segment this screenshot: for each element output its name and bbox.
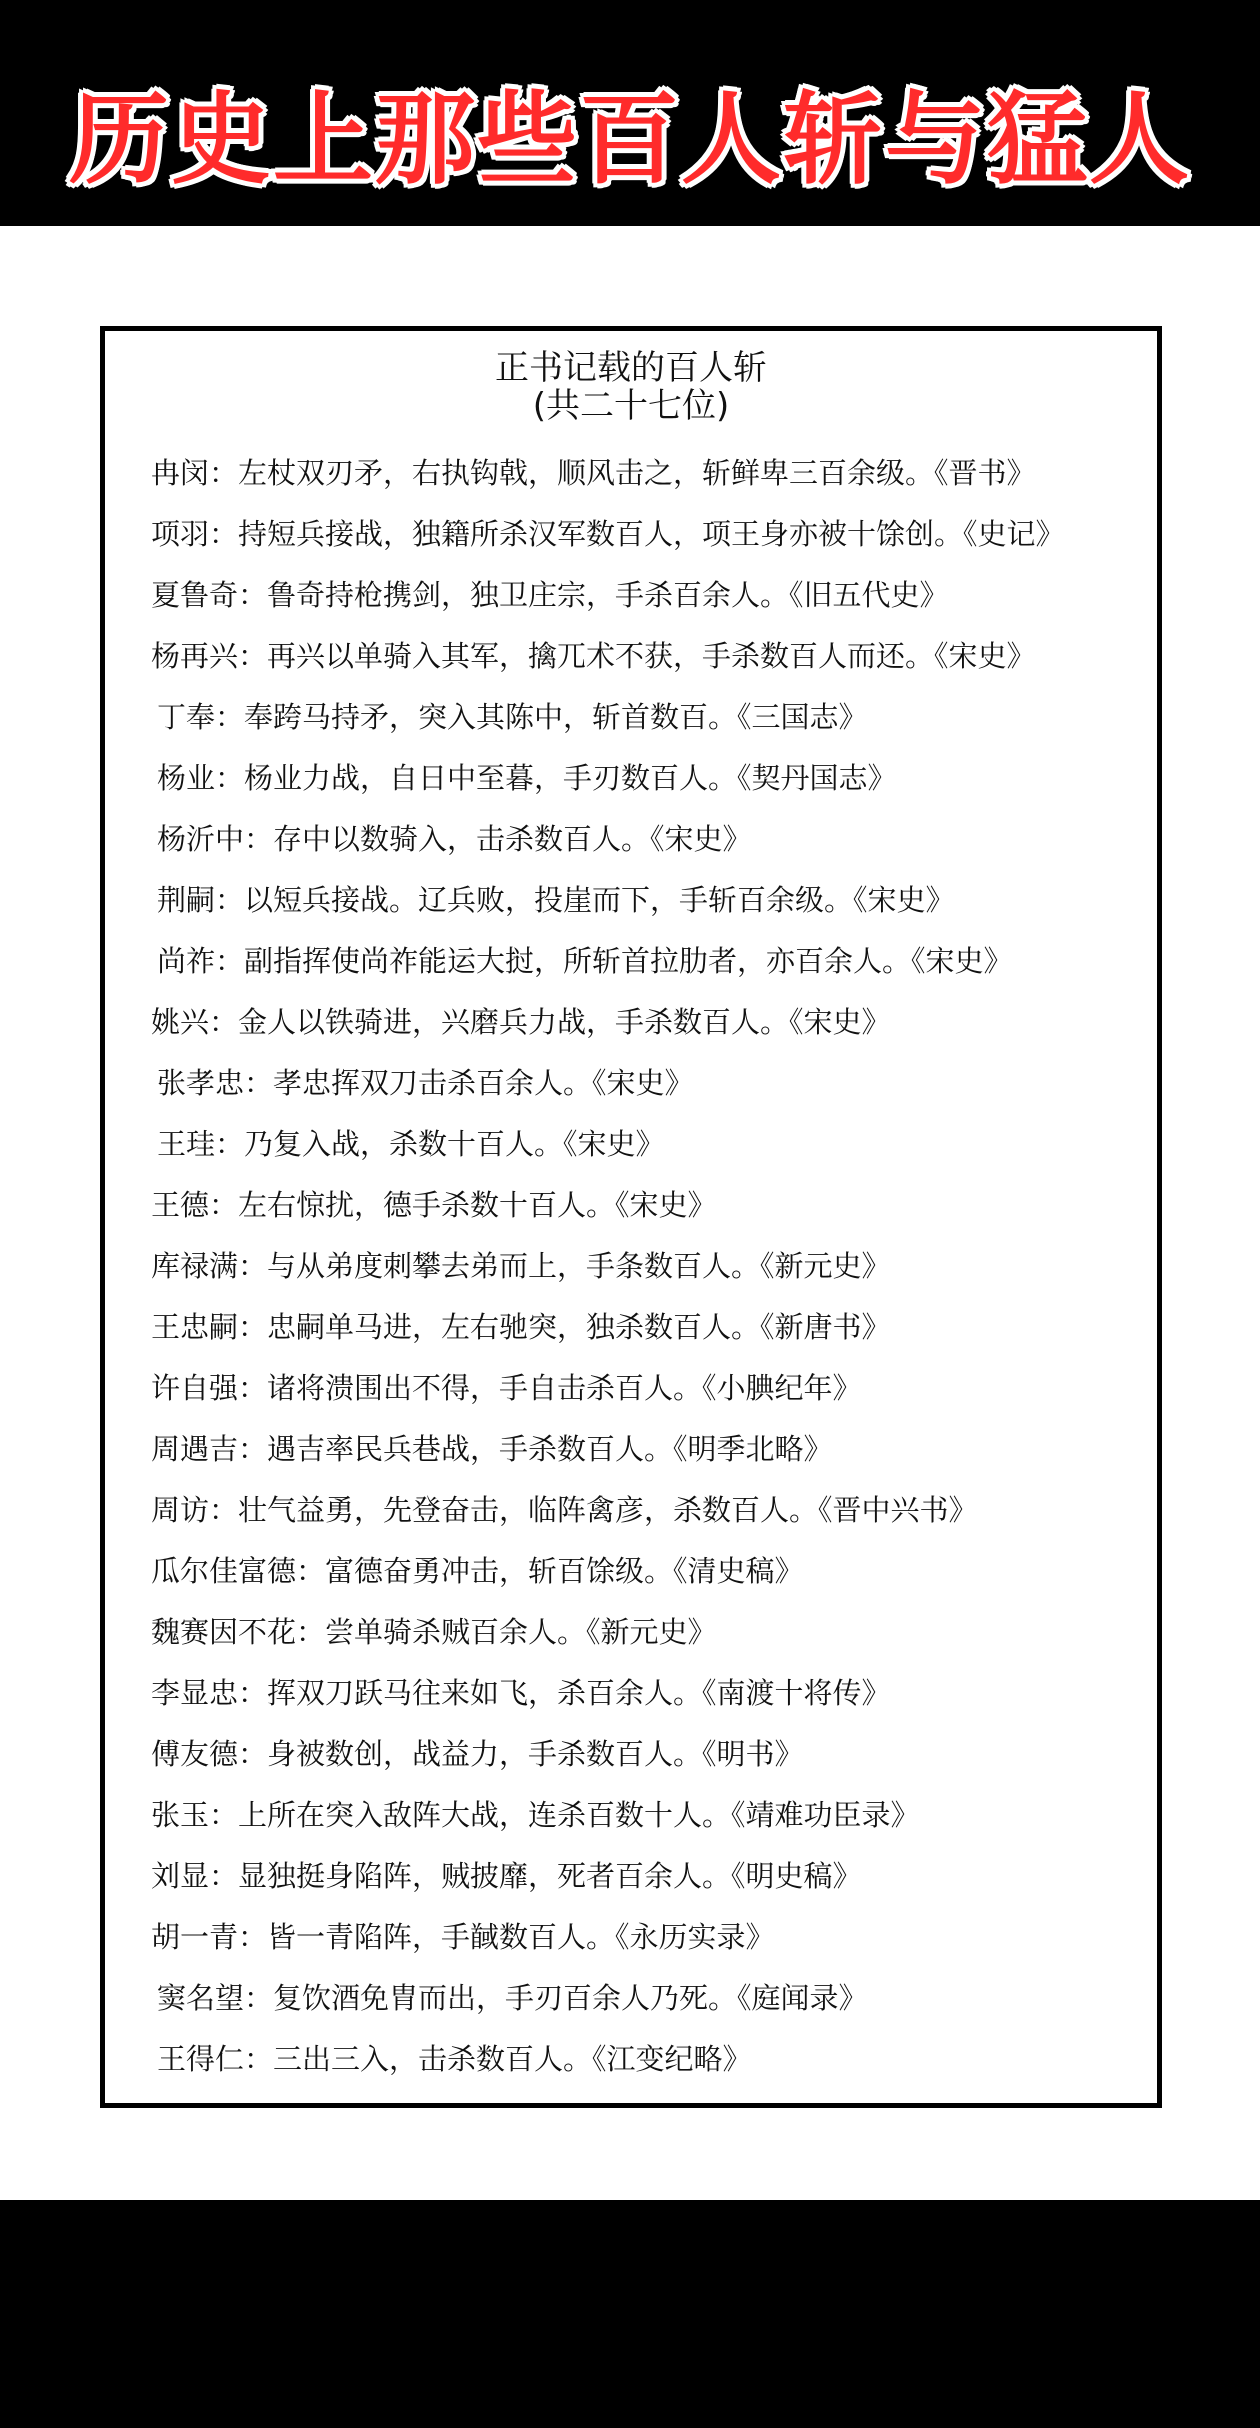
document-subtitle: (共二十七位) [532, 386, 730, 426]
entry-item: 许自强：诸将溃围出不得，手自击杀百人。《小腆纪年》 [151, 1371, 862, 1405]
entry-item: 刘显：显独挺身陷阵，贼披靡，死者百余人。《明史稿》 [151, 1859, 862, 1893]
entry-list [151, 443, 1151, 2090]
entry-item: 杨业：杨业力战，自日中至暮，手刃数百人。《契丹国志》 [157, 761, 897, 795]
entry-item: 李显忠：挥双刀跃马往来如飞，杀百余人。《南渡十将传》 [151, 1676, 891, 1710]
headline-title: 历史上那些百人斩与猛人 [69, 81, 1191, 198]
entry-item: 荆嗣：以短兵接战。辽兵败，投崖而下，手斩百余级。《宋史》 [157, 883, 955, 917]
entry-item: 冉闵：左杖双刃矛，右执钩戟，顺风击之，斩鲜卑三百余级。《晋书》 [151, 456, 1036, 490]
entry-item: 王忠嗣：忠嗣单马进，左右驰突，独杀数百人。《新唐书》 [151, 1310, 891, 1344]
entry-item: 周遇吉：遇吉率民兵巷战，手杀数百人。《明季北略》 [151, 1432, 833, 1466]
document-frame [100, 326, 1162, 2108]
top-banner [0, 0, 1260, 226]
entry-item: 傅友德：身被数创，战益力，手杀数百人。《明书》 [151, 1737, 804, 1771]
entry-item: 窦名望：复饮酒免胄而出，手刃百余人乃死。《庭闻录》 [157, 1981, 868, 2015]
entry-item: 魏赛因不花：尝单骑杀贼百余人。《新元史》 [151, 1615, 717, 1649]
entry-item: 王得仁：三出三入，击杀数百人。《江变纪略》 [157, 2042, 752, 2076]
entry-item: 项羽：持短兵接战，独籍所杀汉军数百人，项王身亦被十馀创。《史记》 [151, 517, 1065, 551]
entry-item: 杨沂中：存中以数骑入，击杀数百人。《宋史》 [157, 822, 752, 856]
entry-item: 丁奉：奉跨马持矛，突入其陈中，斩首数百。《三国志》 [157, 700, 868, 734]
entry-item: 夏鲁奇：鲁奇持枪携剑，独卫庄宗，手杀百余人。《旧五代史》 [151, 578, 949, 612]
entry-item: 周访：壮气益勇，先登奋击，临阵禽彦，杀数百人。《晋中兴书》 [151, 1493, 978, 1527]
entry-item: 张孝忠：孝忠挥双刀击杀百余人。《宋史》 [157, 1066, 694, 1100]
entry-item: 张玉：上所在突入敌阵大战，连杀百数十人。《靖难功臣录》 [151, 1798, 920, 1832]
entry-item: 胡一青：皆一青陷阵，手馘数百人。《永历实录》 [151, 1920, 775, 1954]
entry-item: 库禄满：与从弟度刺攀去弟而上，手条数百人。《新元史》 [151, 1249, 891, 1283]
entry-item: 姚兴：金人以铁骑进，兴磨兵力战，手杀数百人。《宋史》 [151, 1005, 891, 1039]
bottom-banner [0, 2200, 1260, 2428]
entry-item: 杨再兴：再兴以单骑入其军，擒兀术不获，手杀数百人而还。《宋史》 [151, 639, 1036, 673]
entry-item: 瓜尔佳富德：富德奋勇冲击，斩百馀级。《清史稿》 [151, 1554, 804, 1588]
document-title: 正书记载的百人斩 [495, 348, 767, 388]
entry-item: 王珪：乃复入战，杀数十百人。《宋史》 [157, 1127, 665, 1161]
entry-item: 尚祚：副指挥使尚祚能运大挝，所斩首拉肋者，亦百余人。《宋史》 [157, 944, 1013, 978]
entry-item: 王德：左右惊扰，德手杀数十百人。《宋史》 [151, 1188, 717, 1222]
